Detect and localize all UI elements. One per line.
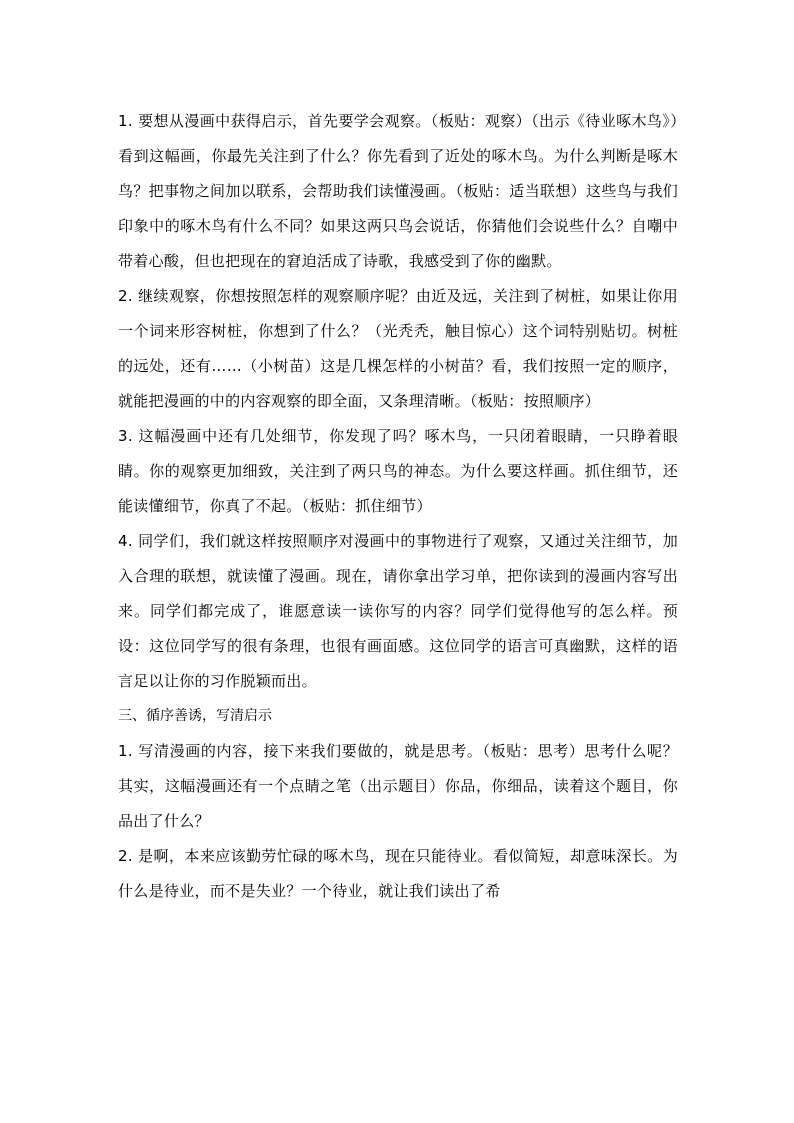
document-body	[118, 104, 678, 909]
paragraph-think: 1. 写清漫画的内容，接下来我们要做的，就是思考。（板贴：思考）思考什么呢？其实，这幅漫画还有一个点睛之笔（出示题目）你品，你细品，读着这个题目，你品出了什么？	[118, 742, 678, 830]
paragraph-summary: 4. 同学们，我们就这样按照顺序对漫画中的事物进行了观察，又通过关注细节，加入合理的联想，就读懂了漫画。现在，请你拿出学习单，把你读到的漫画内容写出来。同学们都完成了，谁愿意读一读你写的内容？同学们觉得他写的怎么样。预设：这位同学写的很有条理，也很有画面感。这位同学的语言可真幽默，这样的语言足以让你的习作脱颖而出。	[118, 532, 678, 690]
paragraph-details: 3. 这幅漫画中还有几处细节，你发现了吗？啄木鸟，一只闭着眼睛，一只睁着眼睛。你的观察更加细致，关注到了两只鸟的神态。为什么要这样画。抓住细节，还能读懂细节，你真了不起。（板贴：抓住细节）	[118, 427, 678, 515]
paragraph-title-meaning: 2. 是啊，本来应该勤劳忙碌的啄木鸟，现在只能待业。看似简短，却意味深长。为什么是待业，而不是失业？一个待业，就让我们读出了希	[118, 847, 678, 900]
paragraph-order: 2. 继续观察，你想按照怎样的观察顺序呢？由近及远，关注到了树桩，如果让你用一个词来形容树桩，你想到了什么？（光秃秃，触目惊心）这个词特别贴切。树桩的远处，还有……（小树苗）这是几棵怎样的小树苗？看，我们按照一定的顺序，就能把漫画的中的内容观察的即全面，又条理清晰。（板贴：按照顺序）	[118, 287, 678, 410]
section-heading: 三、循序善诱，写清启示	[118, 708, 272, 724]
paragraph-observe: 1. 要想从漫画中获得启示，首先要学会观察。（板贴：观察）（出示《待业啄木鸟》）看到这幅画，你最先关注到了什么？你先看到了近处的啄木鸟。为什么判断是啄木鸟？把事物之间加以联系，会帮助我们读懂漫画。（板贴：适当联想）这些鸟与我们印象中的啄木鸟有什么不同？如果这两只鸟会说话，你猜他们会说些什么？自嘲中带着心酸，但也把现在的窘迫活成了诗歌，我感受到了你的幽默。	[118, 112, 678, 270]
